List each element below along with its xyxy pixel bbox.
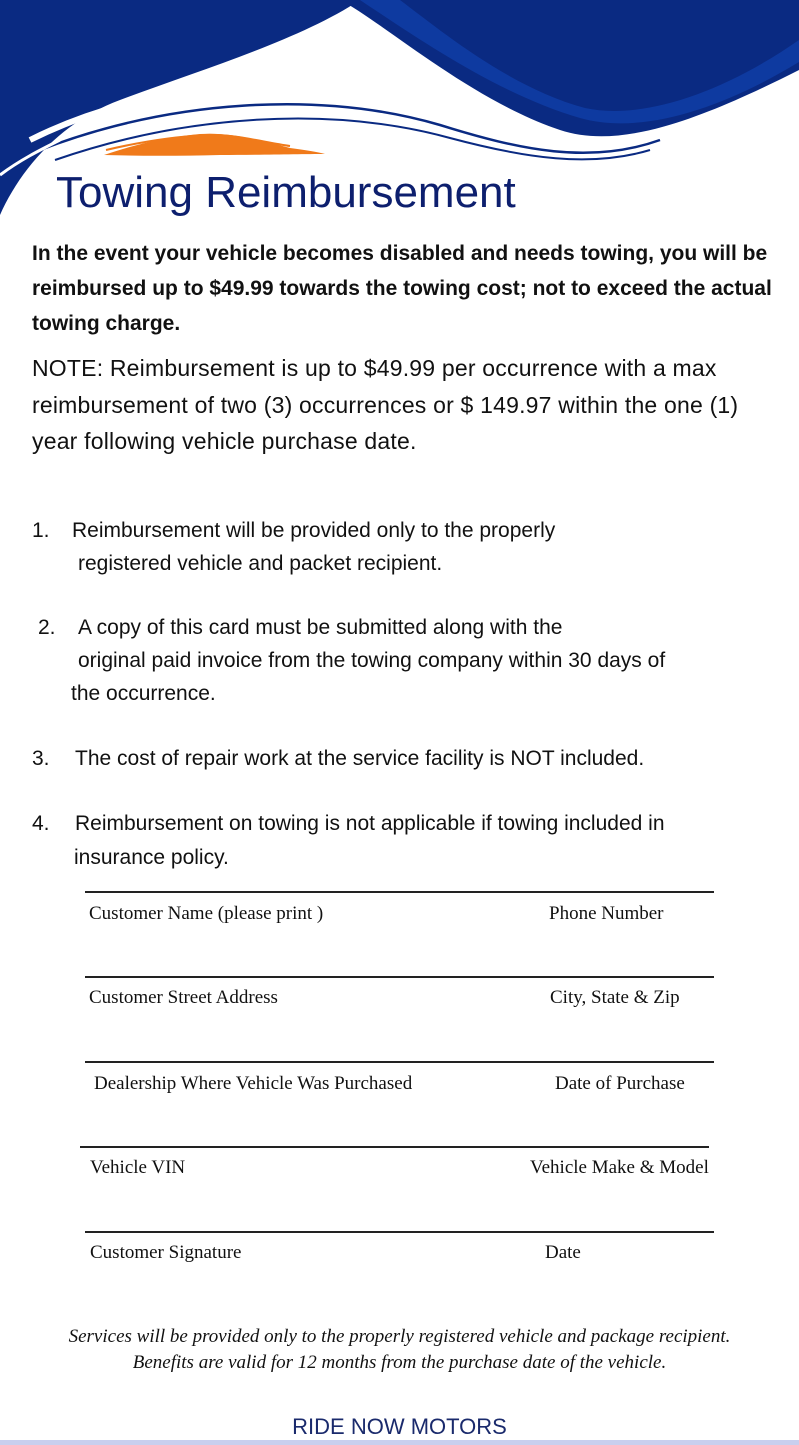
phone-number-label: Phone Number	[549, 903, 664, 924]
note-paragraph: NOTE: Reimbursement is up to $49.99 per occurrence with a max reimbursement of two (3) occurrences or $ 149.97 within the one (1) year following vehicle purchase date.	[32, 355, 739, 454]
rule-number: 3.	[32, 747, 50, 770]
page-title: Towing Reimbursement	[56, 168, 516, 217]
date-label: Date	[545, 1242, 581, 1263]
signature-line[interactable]	[85, 1231, 714, 1233]
purchase-date-label: Date of Purchase	[555, 1073, 685, 1094]
disclaimer-line-2: Benefits are valid for 12 months from the purchase date of the vehicle.	[132, 1352, 667, 1373]
disclaimer-line-1: Services will be provided only to the properly registered vehicle and package recipient.	[68, 1326, 731, 1347]
vin-line[interactable]	[80, 1146, 709, 1148]
intro-paragraph: In the event your vehicle becomes disabled and needs towing, you will be reimbursed up to $49.99 towards the towing cost; not to exceed the actual towing charge.	[32, 242, 772, 335]
street-address-label: Customer Street Address	[89, 987, 278, 1008]
rule-text-line: original paid invoice from the towing company within 30 days of	[78, 649, 666, 672]
rule-text-line: insurance policy.	[74, 846, 229, 869]
customer-name-label: Customer Name (please print )	[89, 903, 324, 924]
rule-text-line: The cost of repair work at the service facility is NOT included.	[75, 747, 645, 770]
street-address-line[interactable]	[85, 976, 714, 978]
rule-text-line: A copy of this card must be submitted along with the	[78, 616, 563, 639]
dealership-label: Dealership Where Vehicle Was Purchased	[94, 1073, 413, 1094]
rule-number: 1.	[32, 519, 50, 542]
make-model-label: Vehicle Make & Model	[530, 1157, 709, 1178]
footer-brand: RIDE NOW MOTORS	[292, 1414, 507, 1439]
rule-text-line: registered vehicle and packet recipient.	[78, 552, 443, 575]
rule-text-line: Reimbursement on towing is not applicable if towing included in	[75, 812, 665, 835]
dealership-line[interactable]	[85, 1061, 714, 1063]
rule-text-line: Reimbursement will be provided only to the properly	[72, 519, 556, 542]
rule-text-line: the occurrence.	[71, 682, 216, 705]
bottom-bar	[0, 1440, 799, 1445]
rule-number: 2.	[38, 616, 56, 639]
customer-name-line[interactable]	[85, 891, 714, 893]
rule-number: 4.	[32, 812, 50, 835]
city-state-zip-label: City, State & Zip	[550, 987, 680, 1008]
signature-label: Customer Signature	[90, 1242, 242, 1263]
vin-label: Vehicle VIN	[90, 1157, 186, 1178]
